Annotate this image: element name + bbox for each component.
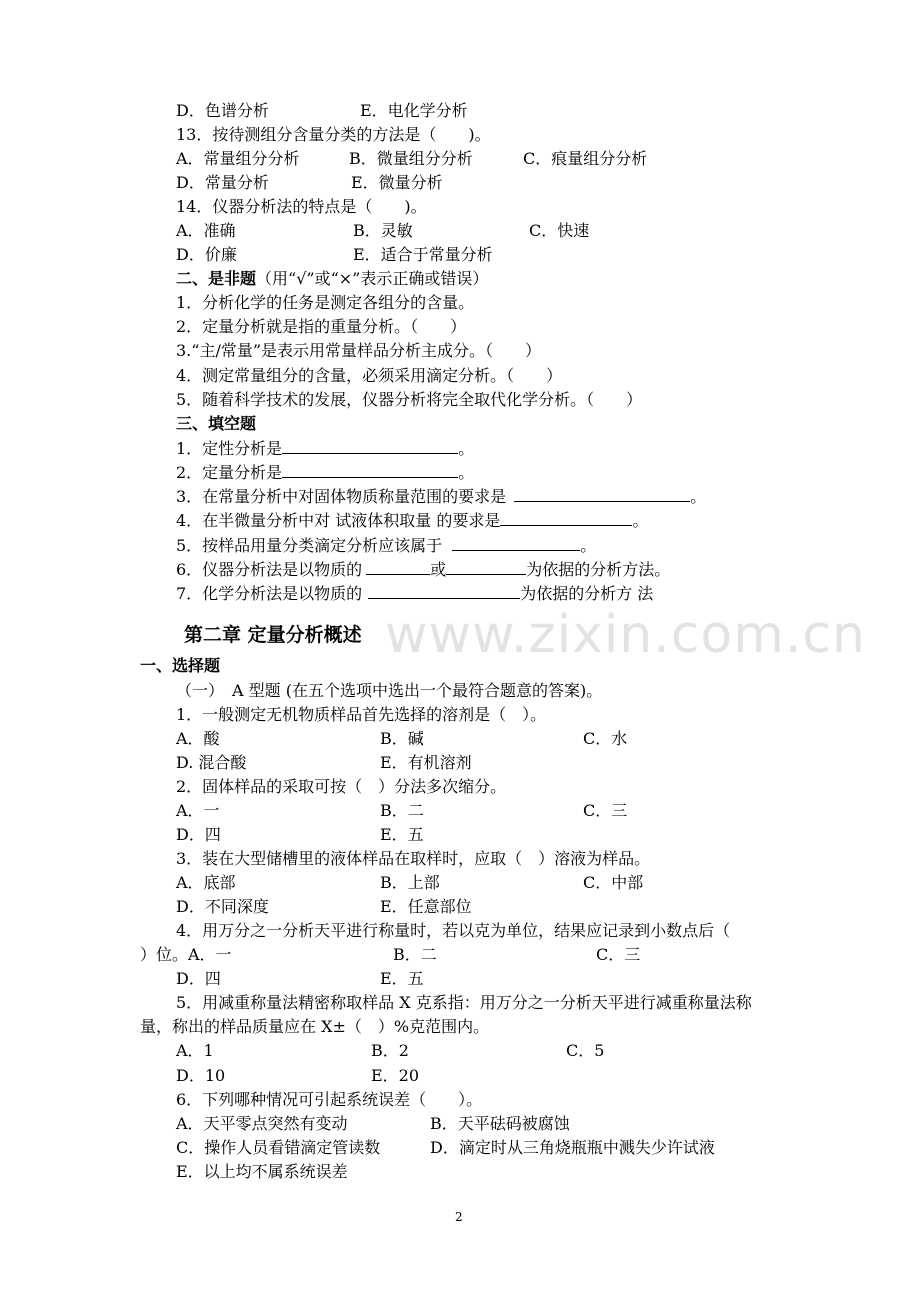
option-e: E．五 (380, 969, 424, 988)
question-3: 3．装在大型储槽里的液体样品在取样时，应取（ ）溶液为样品。 (176, 849, 651, 868)
option-a: A．天平零点突然有变动 (176, 1114, 348, 1133)
fill-text: 或 (430, 560, 447, 579)
answer-blank[interactable] (282, 462, 458, 478)
section-title: 三、填空题 (176, 414, 257, 433)
page-number: 2 (455, 1210, 463, 1224)
option-d: D．色谱分析 (176, 101, 269, 120)
question-2: 2．固体样品的采取可按（ ）分法多次缩分。 (176, 777, 507, 796)
subsection-title: （一） A 型题 (在五个选项中选出一个最符合题意的答案)。 (176, 681, 603, 700)
option-c: C．操作人员看错滴定管读数 (176, 1138, 381, 1157)
section-title: 一、选择题 (140, 656, 221, 675)
answer-blank[interactable] (368, 583, 520, 599)
option-e: E．20 (371, 1066, 420, 1085)
fill-text: 6．仪器分析法是以物质的 (176, 560, 363, 579)
fill-text: 2．定量分析是 (176, 463, 283, 482)
option-a: A．常量组分分析 (176, 149, 300, 168)
fill-text: 。 (458, 439, 475, 458)
option-e: E．微量分析 (351, 173, 443, 192)
fill-text: 7．化学分析法是以物质的 (176, 584, 363, 603)
option-c: C．痕量组分分析 (523, 149, 648, 168)
option-d: D．价廉 (176, 245, 237, 264)
question-4: 4．用万分之一分析天平进行称量时，若以克为单位，结果应记录到小数点后（ (176, 921, 731, 940)
option-d: D．常量分析 (176, 173, 269, 192)
option-b: B．灵敏 (353, 221, 413, 240)
question-4-continued: ）位。A．一 (140, 945, 232, 964)
answer-blank[interactable] (282, 438, 458, 454)
option-a: A．准确 (176, 221, 236, 240)
fill-item-6 (176, 559, 670, 580)
option-a: A．1 (176, 1041, 214, 1060)
option-b: B．二 (393, 945, 437, 964)
option-d: D. 混合酸 (176, 753, 247, 772)
fill-item-5 (176, 535, 596, 556)
option-d: D．滴定时从三角烧瓶瓶中溅失少许试液 (430, 1138, 715, 1157)
fill-text: 为依据的分析方法。 (526, 560, 671, 579)
watermark: www.zixin.com.cn (385, 605, 866, 665)
option-a: A．底部 (176, 873, 236, 892)
chapter-title: 第二章 定量分析概述 (184, 624, 362, 646)
option-c: C．三 (583, 801, 628, 820)
fill-item-1 (176, 438, 474, 459)
option-e: E．任意部位 (380, 897, 472, 916)
answer-blank[interactable] (366, 559, 430, 575)
fill-text: 。 (632, 511, 649, 530)
option-c: C．中部 (583, 873, 644, 892)
tf-item-5: 5．随着科学技术的发展，仪器分析将完全取代化学分析。（ ） (176, 390, 643, 409)
fill-text: 。 (458, 463, 475, 482)
fill-text: 。 (690, 487, 707, 506)
section-note: （用“√”或“×”表示正确或错误） (256, 269, 489, 288)
fill-text: 5．按样品用量分类滴定分析应该属于 (176, 536, 443, 555)
question-5: 5．用减重称量法精密称取样品 X 克系指：用万分之一分析天平进行减重称量法称 (176, 993, 752, 1012)
option-b: B．2 (371, 1041, 409, 1060)
option-c: C．三 (596, 945, 641, 964)
tf-item-2: 2．定量分析就是指的重量分析。（ ） (176, 317, 467, 336)
tf-item-1: 1．分析化学的任务是测定各组分的含量。 (176, 293, 475, 312)
option-c: C．5 (566, 1041, 605, 1060)
option-c: C．水 (583, 729, 628, 748)
fill-text: 3．在常量分析中对固体物质称量范围的要求是 (176, 487, 507, 506)
option-e: E．适合于常量分析 (353, 245, 493, 264)
fill-item-2 (176, 462, 474, 483)
option-e: E．有机溶剂 (380, 753, 472, 772)
option-d: D．不同深度 (176, 897, 269, 916)
tf-item-4: 4．测定常量组分的含量，必须采用滴定分析。（ ） (176, 366, 563, 385)
option-b: B．天平砝码被腐蚀 (430, 1114, 570, 1133)
question-5-continued: 量，称出的样品质量应在 X±（ ）%克范围内。 (140, 1017, 490, 1036)
option-b: B．微量组分分析 (349, 149, 473, 168)
fill-item-4 (176, 510, 648, 531)
option-b: B．碱 (380, 729, 424, 748)
answer-blank[interactable] (452, 535, 580, 551)
fill-item-7 (176, 583, 653, 604)
tf-item-3: 3.“主/常量”是表示用常量样品分析主成分。（ ） (176, 341, 542, 360)
section-title: 二、是非题 (176, 269, 257, 288)
question-13: 13．按待测组分含量分类的方法是（ )。 (176, 125, 491, 144)
question-1: 1．一般测定无机物质样品首先选择的溶剂是（ ）。 (176, 705, 547, 724)
answer-blank[interactable] (446, 559, 526, 575)
fill-text: 4．在半微量分析中对 试液体积取量 的要求是 (176, 511, 501, 530)
fill-text: 。 (580, 536, 597, 555)
option-b: B．上部 (380, 873, 440, 892)
option-d: D．四 (176, 825, 221, 844)
question-6: 6．下列哪种情况可引起系统误差（ ）。 (176, 1090, 483, 1109)
option-e: E．以上均不属系统误差 (176, 1162, 348, 1181)
option-a: A．酸 (176, 729, 220, 748)
option-e: E．五 (380, 825, 424, 844)
option-b: B．二 (380, 801, 424, 820)
option-c: C．快速 (529, 221, 590, 240)
option-a: A．一 (176, 801, 220, 820)
question-14: 14．仪器分析法的特点是（ )。 (176, 197, 427, 216)
option-d: D．四 (176, 969, 221, 988)
fill-text: 1．定性分析是 (176, 439, 283, 458)
fill-item-3 (176, 486, 706, 507)
fill-text: 为依据的分析方 法 (520, 584, 654, 603)
option-e: E．电化学分析 (360, 101, 468, 120)
option-d: D．10 (176, 1066, 226, 1085)
answer-blank[interactable] (500, 510, 632, 526)
answer-blank[interactable] (514, 486, 690, 502)
section-heading (176, 269, 488, 289)
